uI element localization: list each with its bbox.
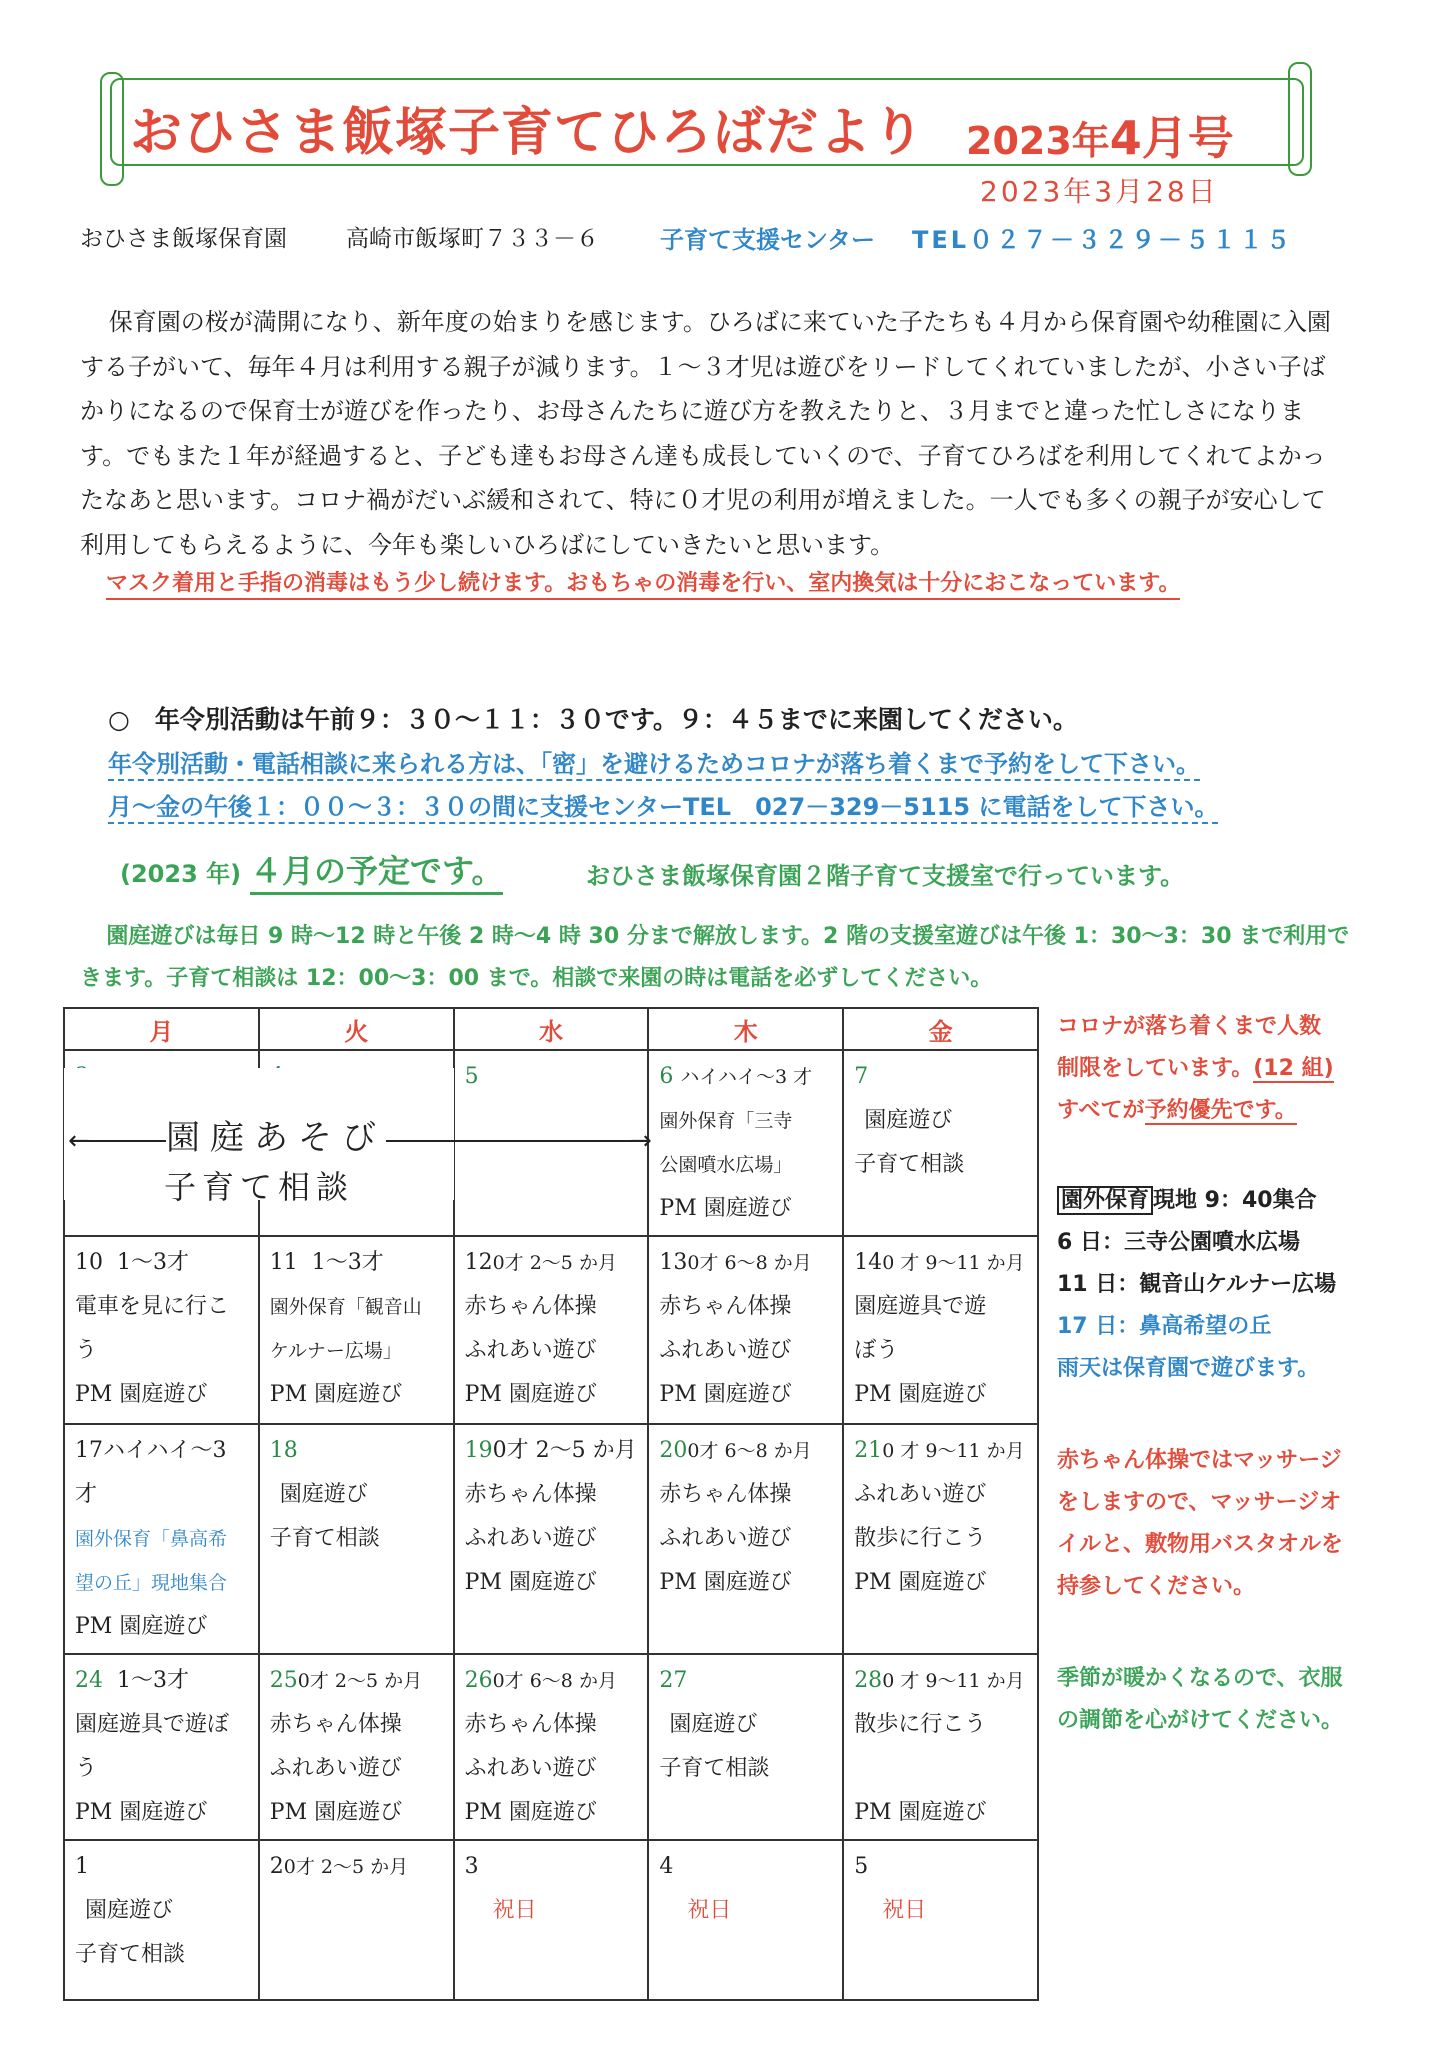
age-group: 0才 2～5 か月 <box>492 1438 637 1463</box>
age-group: ハイハイ～3 才 <box>680 1066 813 1088</box>
capacity-notice <box>1057 1006 1357 1132</box>
day-header <box>75 1659 248 1703</box>
phone-notice: 月～金の午後１：００～３：３０の間に支援センターTEL 027－329－5115 に電話をして下さい。 <box>108 787 1218 824</box>
event-line: PM 園庭遊び <box>854 1570 987 1595</box>
mask-notice: マスク着用と手指の消毒はもう少し続けます。おもちゃの消毒を行い、室内換気は十分におこなっています。 <box>106 566 1180 600</box>
event-line: 電車を見に行こ <box>75 1294 230 1319</box>
day-number: 2 <box>269 1854 284 1879</box>
event-line: 赤ちゃん体操 <box>659 1482 792 1507</box>
capacity-line <box>1057 1090 1357 1132</box>
age-group: 0 才 9～11 か月 <box>882 1670 1025 1692</box>
calendar-cell <box>648 1424 843 1654</box>
reservation-priority: 予約優先です。 <box>1144 1098 1297 1123</box>
day-number: 20 <box>659 1438 688 1463</box>
event-line: 園庭遊具で遊 <box>854 1294 987 1319</box>
event-line: 園庭遊び <box>669 1712 758 1737</box>
day-number: 10 <box>75 1250 103 1275</box>
calendar-cell <box>648 1840 843 2000</box>
schedule-location: おひさま飯塚保育園２階子育て支援室で行っています。 <box>586 862 1185 890</box>
event-line: ケルナー広場」 <box>269 1340 402 1362</box>
day-number: 27 <box>659 1668 688 1693</box>
outing-meet-time: 現地 9：40集合 <box>1153 1188 1317 1213</box>
day-header <box>659 1055 832 1099</box>
event-line: 散歩に行こう <box>854 1712 987 1737</box>
group-count: (12 組) <box>1253 1056 1334 1081</box>
day-header <box>465 1241 638 1285</box>
age-group: 0才 6～8 か月 <box>687 1252 812 1274</box>
week-row <box>64 1424 1038 1654</box>
event-line: PM 園庭遊び <box>269 1382 403 1407</box>
phone-number: TEL０２７－３２９－５１１５ <box>912 226 1294 254</box>
event-line: PM 園庭遊び <box>854 1800 987 1825</box>
event-line: PM 園庭遊び <box>464 1800 597 1825</box>
calendar-cell <box>454 1050 649 1236</box>
outing-info <box>1057 1180 1387 1390</box>
day-number: 12 <box>464 1250 493 1275</box>
event-line: ふれあい遊び <box>854 1482 987 1507</box>
day-header <box>465 1659 638 1703</box>
event-line: PM 園庭遊び <box>75 1382 208 1407</box>
outing-date: 6 日：三寺公園噴水広場 <box>1057 1230 1300 1255</box>
age-group: 0 才 9～11 か月 <box>882 1252 1025 1274</box>
day-header <box>465 1429 638 1473</box>
event-line: PM 園庭遊び <box>269 1800 403 1825</box>
day-number: 28 <box>854 1668 883 1693</box>
holiday-label: 祝日 <box>687 1898 732 1923</box>
day-number: 5 <box>854 1854 869 1879</box>
day-number: 6 <box>659 1064 674 1089</box>
event-line: 赤ちゃん体操 <box>464 1294 597 1319</box>
calendar-cell <box>843 1236 1038 1424</box>
event-line: PM 園庭遊び <box>75 1614 208 1639</box>
event-line: PM 園庭遊び <box>464 1382 597 1407</box>
weekday-tue: 火 <box>259 1008 454 1050</box>
event-line: 子育て相談 <box>659 1756 770 1781</box>
event-line: PM 園庭遊び <box>854 1382 987 1407</box>
weekday-mon: 月 <box>64 1008 259 1050</box>
schedule-year: (2023 年) <box>120 860 242 888</box>
arrow-left-icon: ← <box>68 1126 90 1156</box>
week-row <box>64 1236 1038 1424</box>
day-number: 21 <box>854 1438 883 1463</box>
massage-notice: 赤ちゃん体操ではマッサージをしますので、マッサージオイルと、敷物用バスタオルを持参してください。 <box>1057 1448 1344 1599</box>
event-line: PM 園庭遊び <box>75 1800 208 1825</box>
event-line: PM 園庭遊び <box>659 1196 792 1221</box>
capacity-text: 制限をしています。 <box>1057 1056 1254 1081</box>
weekday-wed: 水 <box>454 1008 649 1050</box>
event-line: 園外保育「観音山 <box>269 1296 422 1318</box>
season-notice: 季節が暖かくなるので、衣服の調節を心がけてください。 <box>1057 1666 1344 1733</box>
issue-date: 2023年3月28日 <box>980 175 1219 208</box>
handwritten-garden-play: 園庭あそび <box>166 1110 386 1159</box>
weekday-thu: 木 <box>648 1008 843 1050</box>
day-header <box>75 1241 248 1285</box>
event-line: ふれあい遊び <box>659 1338 792 1363</box>
day-header <box>270 1659 443 1703</box>
event-line: ふれあい遊び <box>464 1526 597 1551</box>
age-group: 0才 6～8 か月 <box>687 1440 812 1462</box>
event-line: 子育て相談 <box>269 1526 380 1551</box>
edition-year: 2023年 <box>966 119 1110 163</box>
day-number: 14 <box>854 1250 883 1275</box>
calendar-cell <box>843 1050 1038 1236</box>
calendar-cell <box>259 1654 454 1840</box>
event-line: 赤ちゃん体操 <box>464 1712 597 1737</box>
outing-date: 17 日：鼻高希望の丘 <box>1057 1314 1272 1339</box>
event-line: 散歩に行こう <box>854 1526 987 1551</box>
weekday-fri: 金 <box>843 1008 1038 1050</box>
org-name: おひさま飯塚保育園 <box>80 226 287 252</box>
event-line: 赤ちゃん体操 <box>464 1482 597 1507</box>
day-number: 26 <box>464 1668 493 1693</box>
capacity-line: コロナが落ち着くまで人数 <box>1057 1014 1322 1039</box>
event-line: う <box>75 1338 98 1363</box>
event-line: ふれあい遊び <box>269 1756 402 1781</box>
event-line: ふれあい遊び <box>464 1338 597 1363</box>
event-line: ふれあい遊び <box>464 1756 597 1781</box>
age-group: 1～3才 <box>311 1250 384 1275</box>
age-group: 0才 2～5 か月 <box>297 1670 423 1692</box>
outing-date: 11 日：観音山ケルナー広場 <box>1057 1272 1337 1297</box>
calendar-cell <box>454 1840 649 2000</box>
schedule-title: ４月の予定です。 <box>250 846 503 895</box>
day-number: 24 <box>75 1668 103 1693</box>
event-line: 赤ちゃん体操 <box>659 1294 792 1319</box>
age-group: 1～3才 <box>117 1668 189 1693</box>
garden-hours: 園庭遊びは毎日 9 時～12 時と午後 2 時～4 時 30 分まで解放します。2 階の支援室遊びは午後 1：30～3：30 まで利用できます。子育て相談は 12：00～3：00 まで。相談で来園の時は電話を必ずしてください。 <box>80 924 1350 991</box>
event-line: 園庭遊具で遊ぼ <box>75 1712 230 1737</box>
day-header <box>854 1429 1027 1473</box>
event-line: PM 園庭遊び <box>659 1382 792 1407</box>
outing-heading <box>1057 1180 1387 1222</box>
day-number: 17 <box>75 1438 103 1463</box>
week-row <box>64 1654 1038 1840</box>
reservation-notice: 年令別活動・電話相談に来られる方は、「密」を避けるためコロナが落ち着くまで予約をして下さい。 <box>108 744 1200 781</box>
day-number: 7 <box>854 1064 869 1089</box>
event-line: 子育て相談 <box>75 1942 186 1967</box>
edition-month: 4月号 <box>1109 111 1234 165</box>
event-line: 園外保育「三寺 <box>659 1110 793 1132</box>
rain-notice: 雨天は保育園で遊びます。 <box>1057 1356 1320 1381</box>
event-line: ふれあい遊び <box>659 1526 792 1551</box>
age-group: ハイハイ～3 才 <box>75 1438 227 1507</box>
calendar-cell <box>259 1424 454 1654</box>
calendar-cell <box>648 1050 843 1236</box>
weekday-header-row <box>64 1008 1038 1050</box>
day-number: 4 <box>659 1854 674 1879</box>
holiday-label: 祝日 <box>492 1898 537 1923</box>
intro-paragraph: 保育園の桜が満開になり、新年度の始まりを感じます。ひろばに来ていた子たちも４月から保育園や幼稚園に入園する子がいて、毎年４月は利用する親子が減ります。１～３才児は遊びをリードしてくれていましたが、小さい子ばかりになるので保育士が遊びを作ったり、お母さんたちに遊び方を教えたりと、３月までと違った忙しさになります。でもまた１年が経過すると、子ども達もお母さん達も成長していくので、子育てひろばを利用してくれてよかったなあと思います。コロナ禍がだいぶ緩和されて、特に０才児の利用が増えました。一人でも多くの親子が安心して利用してもらえるように、今年も楽しいひろばにしていきたいと思います。 <box>80 308 1331 559</box>
event-line: 園庭遊び <box>85 1898 174 1923</box>
calendar-cell <box>454 1424 649 1654</box>
calendar-cell <box>843 1654 1038 1840</box>
event-line: 園庭遊び <box>864 1108 953 1133</box>
week-row <box>64 1840 1038 2000</box>
capacity-text: すべてが <box>1057 1098 1145 1123</box>
age-group: 0才 6～8 か月 <box>492 1670 617 1692</box>
event-line: 園庭遊び <box>279 1482 368 1507</box>
event-line <box>854 1747 1027 1791</box>
event-line: PM 園庭遊び <box>659 1570 792 1595</box>
activity-time: ○ 年令別活動は午前９：３０～１１：３０です。９：４５までに来園してください。 <box>108 705 1078 734</box>
capacity-line <box>1057 1048 1357 1090</box>
day-number: 19 <box>464 1438 493 1463</box>
event-line: 公園噴水広場」 <box>659 1154 793 1176</box>
age-group: 1～3才 <box>117 1250 189 1275</box>
day-header <box>659 1241 832 1285</box>
age-group: 0才 2～5 か月 <box>283 1856 409 1878</box>
day-header <box>75 1429 248 1517</box>
calendar-cell <box>843 1840 1038 2000</box>
day-number: 13 <box>659 1250 688 1275</box>
day-header <box>854 1659 1027 1703</box>
day-number: 5 <box>464 1064 479 1089</box>
calendar-cell <box>454 1654 649 1840</box>
age-group: 0 才 9～11 か月 <box>882 1440 1025 1462</box>
outing-label: 園外保育 <box>1057 1186 1153 1215</box>
calendar-cell <box>454 1236 649 1424</box>
org-address: 高崎市飯塚町７３３－６ <box>346 226 599 252</box>
holiday-label: 祝日 <box>882 1898 927 1923</box>
event-line: 赤ちゃん体操 <box>269 1712 402 1737</box>
event-line: PM 園庭遊び <box>464 1570 597 1595</box>
edition <box>966 102 1234 168</box>
calendar-cell <box>64 1654 259 1840</box>
arrow-right-icon: → <box>630 1126 652 1156</box>
age-group: 0才 2～5 か月 <box>492 1252 617 1274</box>
day-number: 25 <box>269 1668 298 1693</box>
day-number: 3 <box>464 1854 479 1879</box>
day-header <box>854 1241 1027 1285</box>
newsletter-title: おひさま飯塚子育てひろばだより <box>130 103 926 163</box>
day-number: 1 <box>75 1854 89 1879</box>
event-line: 子育て相談 <box>854 1152 965 1177</box>
support-center: 子育て支援センター <box>660 226 876 254</box>
calendar-cell <box>259 1236 454 1424</box>
calendar-cell <box>648 1236 843 1424</box>
day-header <box>659 1429 832 1473</box>
event-line: 望の丘」現地集合 <box>75 1572 228 1594</box>
day-number: 11 <box>269 1250 298 1275</box>
handwritten-consultation: 子育て相談 <box>164 1168 355 1206</box>
calendar-cell <box>843 1424 1038 1654</box>
event-line: ぼう <box>854 1338 899 1363</box>
day-header <box>270 1845 443 1889</box>
calendar-cell <box>64 1424 259 1654</box>
day-number: 18 <box>269 1438 298 1463</box>
event-line: 園外保育「鼻高希 <box>75 1528 228 1550</box>
calendar-cell <box>648 1654 843 1840</box>
calendar-cell <box>259 1840 454 2000</box>
calendar-cell <box>64 1236 259 1424</box>
day-header <box>270 1241 443 1285</box>
calendar-cell <box>64 1840 259 2000</box>
event-line: う <box>75 1756 98 1781</box>
